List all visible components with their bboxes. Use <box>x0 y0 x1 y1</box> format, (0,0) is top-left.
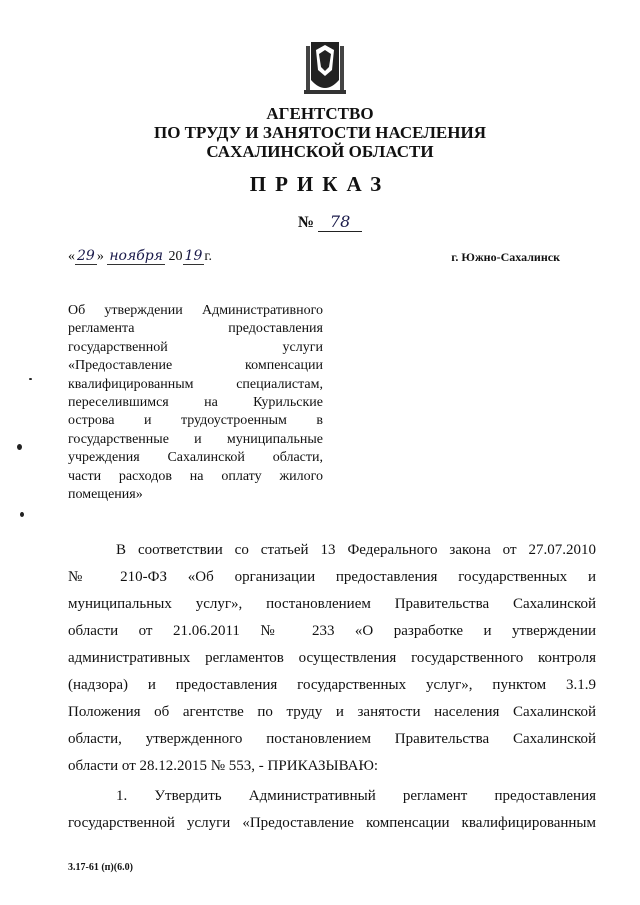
subject-line: острова и трудоустроенным в <box>68 413 323 429</box>
city-name: г. Южно-Сахалинск <box>451 250 560 264</box>
subject-line: государственной услуги <box>68 339 323 355</box>
scan-artifact-dot <box>17 444 22 450</box>
date-suffix: г. <box>204 249 213 264</box>
subject-line: «Предоставление компенсации <box>68 358 323 374</box>
body-line: области от 28.12.2015 № 553, - ПРИКАЗЫВАЮ: <box>68 758 379 774</box>
body-line: № 210-ФЗ «Об организации предоставления государственных и <box>68 569 596 585</box>
subject-line: государственные и муниципальные <box>68 431 323 447</box>
subject-line: переселившимся на Курильские <box>68 395 323 411</box>
body-line: муниципальных услуг», постановлением Правительства Сахалинской <box>68 596 596 612</box>
scan-artifact-dot <box>29 378 32 380</box>
agency-title-line-3: САХАЛИНСКОЙ ОБЛАСТИ <box>206 142 434 161</box>
date-open-quote: « <box>68 249 75 264</box>
order-number-value: 78 <box>318 212 362 232</box>
date-year-prefix: 20 <box>168 249 183 264</box>
subject-line: квалифицированным специалистам, <box>68 376 323 392</box>
body-line: области от 21.06.2011 № 233 «О разработке и утверждении <box>68 623 596 639</box>
scan-artifact-dot <box>20 512 24 517</box>
coat-of-arms-icon <box>302 40 348 96</box>
order-number <box>298 212 362 232</box>
date-day: 29 <box>77 248 95 264</box>
date-close-quote: » <box>96 249 104 264</box>
subject-line: учреждения Сахалинской области, <box>68 450 323 466</box>
subject-line: регламента предоставления <box>68 321 323 337</box>
agency-title-line-1: АГЕНТСТВО <box>266 104 374 123</box>
body-line: области, утвержденного постановлением Правительства Сахалинской <box>68 731 596 747</box>
document-type: ПРИКАЗ <box>249 172 391 196</box>
number-sign: № <box>298 214 315 231</box>
body-line: административных регламентов осуществления государственного контроля <box>68 650 596 666</box>
body-line: В соответствии со статьей 13 Федерального закона от 27.07.2010 <box>116 542 596 558</box>
body-line: (надзора) и предоставления государственных услуг», пунктом 3.1.9 <box>68 677 596 693</box>
date-year-suffix: 19 <box>184 248 203 264</box>
date-month: ноября <box>109 248 164 264</box>
subject-line: части расходов на оплату жилого <box>68 468 323 484</box>
body-line: государственной услуги «Предоставление компенсации квалифицированным <box>68 815 596 831</box>
subject-line: Об утверждении Административного <box>68 303 323 318</box>
body-line: 1. Утвердить Административный регламент предоставления <box>116 788 596 804</box>
order-date <box>68 248 212 265</box>
agency-title-line-2: ПО ТРУДУ И ЗАНЯТОСТИ НАСЕЛЕНИЯ <box>153 123 486 142</box>
footer-form-code: 3.17-61 (п)(6.0) <box>68 862 133 873</box>
body-line: Положения об агентстве по труду и занятости населения Сахалинской <box>68 704 596 720</box>
subject-line: помещения» <box>68 487 143 503</box>
order-subject <box>68 302 323 504</box>
